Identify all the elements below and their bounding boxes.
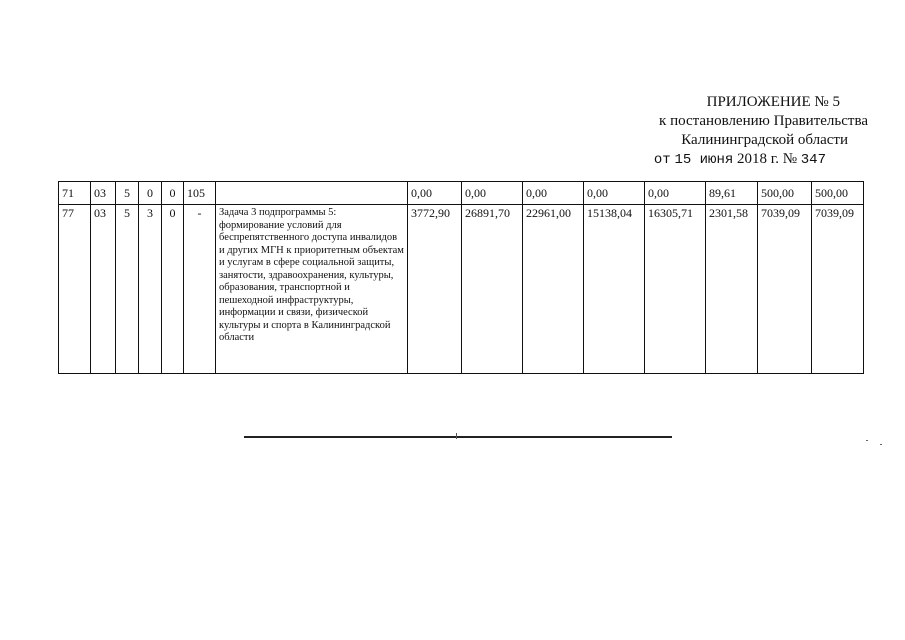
cell-code-1: 77	[59, 205, 91, 374]
cell-value-8: 7039,09	[812, 205, 864, 374]
date-prefix: от	[653, 152, 671, 168]
region-name: Калининградской области	[681, 132, 848, 148]
cell-value-8: 500,00	[812, 182, 864, 205]
decree-number: 347	[800, 152, 826, 168]
decree-year: 2018 г. №	[737, 151, 798, 167]
cell-value-1: 3772,90	[408, 205, 462, 374]
cell-code-2: 03	[91, 182, 116, 205]
cell-code-1: 71	[59, 182, 91, 205]
cell-code-5: 0	[162, 205, 184, 374]
scan-speck	[866, 440, 868, 441]
cell-value-2: 26891,70	[462, 205, 523, 374]
cell-description	[216, 182, 408, 205]
decree-day: 15 июня	[674, 152, 734, 168]
appendix-title: ПРИЛОЖЕНИЕ № 5	[706, 94, 840, 110]
cell-value-7: 500,00	[758, 182, 812, 205]
cell-value-3: 0,00	[523, 182, 584, 205]
decree-date-number	[654, 150, 826, 170]
cell-code-5: 0	[162, 182, 184, 205]
rule-tick	[456, 433, 457, 439]
closing-rule	[244, 436, 672, 438]
cell-code-3: 5	[116, 205, 139, 374]
cell-value-6: 89,61	[706, 182, 758, 205]
cell-value-2: 0,00	[462, 182, 523, 205]
table-row	[59, 182, 864, 205]
cell-description: Задача 3 подпрограммы 5: формирование условий для беспрепятственного доступа инвалидов и других МГН к приоритетным объектам и услугам в сфере социальной защиты, занятости, здравоохранения, культуры, образования, транспортной и пешеходной инфраструктуры, информации и связи, физической культуры и спорта в Калининградской области	[216, 205, 408, 374]
budget-table	[58, 181, 864, 374]
cell-value-4: 15138,04	[584, 205, 645, 374]
cell-code-4: 3	[139, 205, 162, 374]
scan-speck	[880, 444, 882, 445]
cell-code-3: 5	[116, 182, 139, 205]
cell-value-5: 16305,71	[645, 205, 706, 374]
cell-value-3: 22961,00	[523, 205, 584, 374]
cell-code-6: -	[184, 205, 216, 374]
cell-value-6: 2301,58	[706, 205, 758, 374]
cell-value-5: 0,00	[645, 182, 706, 205]
document-header	[654, 93, 868, 170]
cell-value-4: 0,00	[584, 182, 645, 205]
decree-reference: к постановлению Правительства	[659, 113, 868, 129]
cell-code-2: 03	[91, 205, 116, 374]
cell-code-6: 105	[184, 182, 216, 205]
cell-code-4: 0	[139, 182, 162, 205]
cell-value-7: 7039,09	[758, 205, 812, 374]
table-row	[59, 205, 864, 374]
cell-value-1: 0,00	[408, 182, 462, 205]
